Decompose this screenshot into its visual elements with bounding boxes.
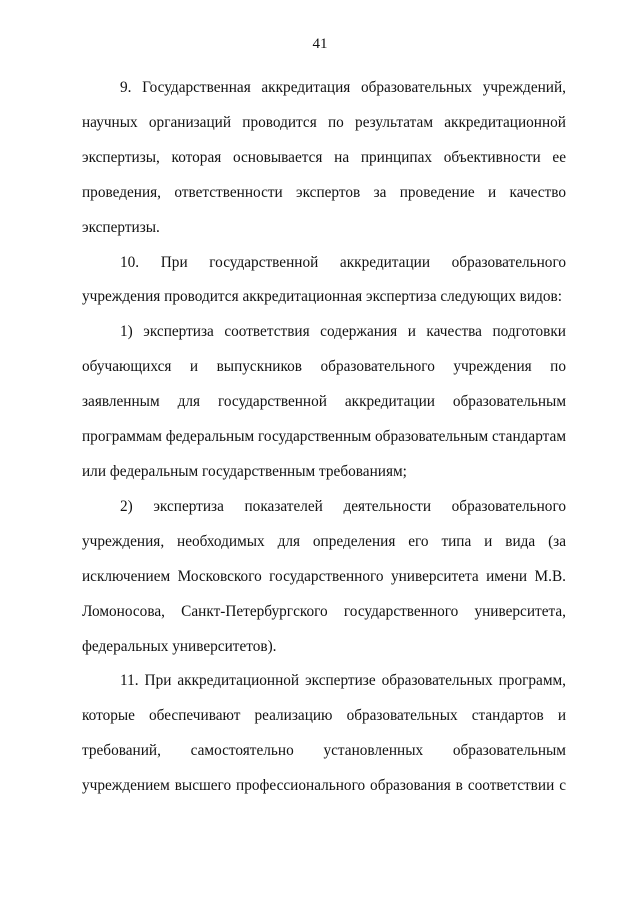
paragraph-9: 9. Государственная аккредитация образовательных учреждений, научных организаций проводится по результатам аккредитационной экспертизы, которая основывается на принципах объективности ее проведения, ответственности экспертов за проведение и качество экспертизы.	[82, 79, 566, 236]
paragraph-10-item-1: 1) экспертиза соответствия содержания и качества подготовки обучающихся и выпускников образовательного учреждения по заявленным для государственной аккредитации образовательным программам федеральным государственным образовательным стандартам или федеральным государственным требованиям;	[82, 323, 566, 480]
paragraph-10-item-2: 2) экспертиза показателей деятельности образовательного учреждения, необходимых для определения его типа и вида (за исключением Московского государственного университета имени М.В. Ломоносова, Санкт-Петербургского государственного университета, федеральных университетов).	[82, 497, 566, 655]
paragraph-10: 10. При государственной аккредитации образовательного учреждения проводится аккредитационная экспертиза следующих видов:	[82, 253, 566, 306]
body-text	[82, 71, 566, 804]
page-number: 41	[312, 36, 328, 52]
paragraph-11: 11. При аккредитационной экспертизе образовательных программ, которые обеспечивают реализацию образовательных стандартов и требований, самостоятельно установленных образовательным учреждением высшего профессионального образования в соответствии с	[82, 672, 566, 795]
